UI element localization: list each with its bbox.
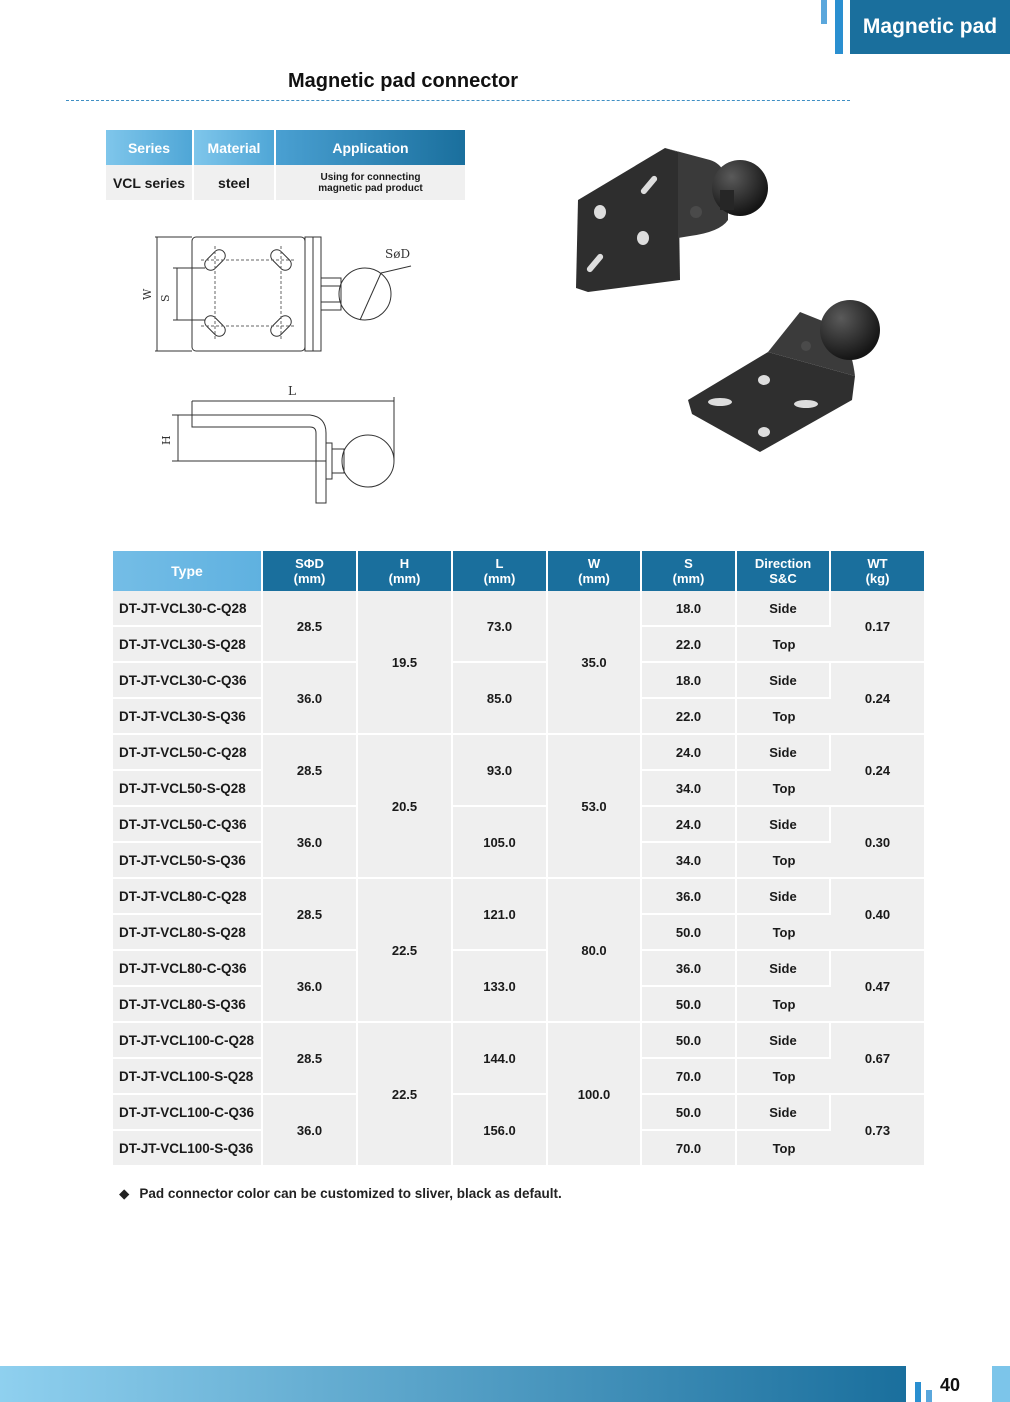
sd-cell: 36.0	[263, 807, 358, 879]
s-cell: 70.0	[642, 1131, 737, 1167]
header-unit: (mm)	[388, 571, 421, 586]
direction-cell: Side	[737, 735, 831, 771]
col-header-h	[358, 551, 453, 591]
section-tab: Magnetic pad	[850, 0, 1010, 54]
col-header-w	[548, 551, 642, 591]
l-dimension-label: L	[288, 384, 296, 398]
type-cell: DT-JT-VCL30-C-Q36	[113, 663, 263, 699]
s-cell: 22.0	[642, 627, 737, 663]
sd-cell: 36.0	[263, 663, 358, 735]
s-cell: 34.0	[642, 771, 737, 807]
application-header: Application	[275, 130, 465, 165]
table-row	[113, 735, 924, 771]
direction-cell: Top	[737, 843, 831, 879]
type-cell: DT-JT-VCL100-S-Q36	[113, 1131, 263, 1167]
direction-cell: Top	[737, 915, 831, 951]
s-cell: 70.0	[642, 1059, 737, 1095]
s-cell: 24.0	[642, 807, 737, 843]
s-cell: 36.0	[642, 951, 737, 987]
s-cell: 50.0	[642, 1023, 737, 1059]
header-accent-bar	[821, 0, 827, 24]
col-header-type: Type	[113, 551, 263, 591]
s-cell: 50.0	[642, 1095, 737, 1131]
header-line: H	[399, 556, 410, 571]
application-line: Using for connecting	[320, 171, 421, 183]
sd-dimension-label: SøD	[385, 247, 411, 261]
type-cell: DT-JT-VCL80-C-Q28	[113, 879, 263, 915]
w-dimension-label: W	[141, 288, 154, 300]
header-unit: (mm)	[578, 571, 610, 586]
direction-cell: Top	[737, 1059, 831, 1095]
w-cell: 80.0	[548, 879, 642, 1023]
type-cell: DT-JT-VCL80-S-Q36	[113, 987, 263, 1023]
header-unit: (mm)	[672, 571, 705, 586]
header-unit: (mm)	[483, 571, 516, 586]
header-line: S	[684, 556, 693, 571]
header-line: WT	[867, 556, 888, 571]
product-image-upright	[570, 140, 780, 300]
h-cell: 19.5	[358, 591, 453, 735]
type-cell: DT-JT-VCL30-S-Q28	[113, 627, 263, 663]
page-title: Magnetic pad connector	[288, 70, 519, 92]
series-info-table	[106, 130, 465, 200]
s-cell: 22.0	[642, 699, 737, 735]
header-unit: (kg)	[865, 571, 890, 586]
l-cell: 144.0	[453, 1023, 548, 1095]
type-cell: DT-JT-VCL50-S-Q28	[113, 771, 263, 807]
footer-accent-bar	[915, 1382, 921, 1402]
header-unit: S&C	[769, 571, 797, 586]
direction-cell: Top	[737, 699, 831, 735]
w-cell: 100.0	[548, 1023, 642, 1167]
col-header-direction	[737, 551, 831, 591]
h-cell: 20.5	[358, 735, 453, 879]
type-cell: DT-JT-VCL50-C-Q28	[113, 735, 263, 771]
l-cell: 73.0	[453, 591, 548, 663]
spec-header-row	[113, 551, 924, 591]
type-cell: DT-JT-VCL30-S-Q36	[113, 699, 263, 735]
s-cell: 24.0	[642, 735, 737, 771]
direction-cell: Side	[737, 1095, 831, 1131]
wt-cell: 0.47	[831, 951, 924, 1023]
s-cell: 50.0	[642, 915, 737, 951]
direction-cell: Top	[737, 1131, 831, 1167]
sd-cell: 28.5	[263, 735, 358, 807]
table-row	[113, 807, 924, 843]
type-cell: DT-JT-VCL30-C-Q28	[113, 591, 263, 627]
type-cell: DT-JT-VCL50-C-Q36	[113, 807, 263, 843]
direction-cell: Side	[737, 1023, 831, 1059]
side-view-drawing	[150, 383, 410, 508]
col-header-sd	[263, 551, 358, 591]
direction-cell: Top	[737, 771, 831, 807]
direction-cell: Top	[737, 987, 831, 1023]
wt-cell: 0.24	[831, 663, 924, 735]
table-row	[113, 879, 924, 915]
l-cell: 93.0	[453, 735, 548, 807]
footnote	[119, 1186, 562, 1202]
sd-cell: 36.0	[263, 951, 358, 1023]
material-header: Material	[193, 130, 275, 165]
h-dimension-label: H	[160, 435, 173, 445]
col-header-wt	[831, 551, 924, 591]
type-cell: DT-JT-VCL100-C-Q36	[113, 1095, 263, 1131]
wt-cell: 0.24	[831, 735, 924, 807]
application-line: magnetic pad product	[318, 182, 423, 194]
direction-cell: Side	[737, 879, 831, 915]
title-divider	[66, 100, 850, 101]
s-cell: 50.0	[642, 987, 737, 1023]
table-row	[113, 663, 924, 699]
table-row	[113, 591, 924, 627]
s-cell: 36.0	[642, 879, 737, 915]
sd-cell: 28.5	[263, 879, 358, 951]
col-header-s	[642, 551, 737, 591]
s-cell: 18.0	[642, 663, 737, 699]
l-cell: 156.0	[453, 1095, 548, 1167]
l-cell: 105.0	[453, 807, 548, 879]
diamond-bullet-icon: ◆	[119, 1186, 130, 1201]
footer-accent-bar	[992, 1366, 1010, 1402]
table-row	[113, 1095, 924, 1131]
type-cell: DT-JT-VCL80-C-Q36	[113, 951, 263, 987]
type-cell: DT-JT-VCL100-C-Q28	[113, 1023, 263, 1059]
header-line: SΦD	[295, 556, 324, 571]
direction-cell: Top	[737, 627, 831, 663]
top-view-drawing	[135, 228, 425, 363]
l-cell: 133.0	[453, 951, 548, 1023]
table-row	[113, 951, 924, 987]
series-value: VCL series	[106, 165, 193, 200]
type-cell: DT-JT-VCL100-S-Q28	[113, 1059, 263, 1095]
page-number: 40	[940, 1375, 961, 1395]
wt-cell: 0.67	[831, 1023, 924, 1095]
sd-cell: 28.5	[263, 591, 358, 663]
col-header-l	[453, 551, 548, 591]
header-line: L	[495, 556, 504, 571]
header-accent-bar	[835, 0, 843, 54]
product-image-flat	[680, 290, 890, 465]
footnote-text: Pad connector color can be customized to sliver, black as default.	[139, 1186, 562, 1201]
h-cell: 22.5	[358, 879, 453, 1023]
l-cell: 121.0	[453, 879, 548, 951]
wt-cell: 0.40	[831, 879, 924, 951]
s-dimension-label: S	[159, 294, 172, 302]
header-line: W	[587, 556, 601, 571]
direction-cell: Side	[737, 591, 831, 627]
type-cell: DT-JT-VCL50-S-Q36	[113, 843, 263, 879]
application-value	[275, 165, 465, 200]
type-cell: DT-JT-VCL80-S-Q28	[113, 915, 263, 951]
l-cell: 85.0	[453, 663, 548, 735]
sd-cell: 28.5	[263, 1023, 358, 1095]
wt-cell: 0.30	[831, 807, 924, 879]
direction-cell: Side	[737, 807, 831, 843]
spec-table	[113, 551, 924, 1167]
footer-accent-bar	[926, 1390, 932, 1402]
direction-cell: Side	[737, 663, 831, 699]
s-cell: 18.0	[642, 591, 737, 627]
wt-cell: 0.73	[831, 1095, 924, 1167]
header-unit: (mm)	[293, 571, 326, 586]
table-row	[113, 1023, 924, 1059]
material-value: steel	[193, 165, 275, 200]
header-line: Direction	[754, 556, 812, 571]
w-cell: 53.0	[548, 735, 642, 879]
footer-bar	[0, 1366, 906, 1402]
direction-cell: Side	[737, 951, 831, 987]
sd-cell: 36.0	[263, 1095, 358, 1167]
w-cell: 35.0	[548, 591, 642, 735]
wt-cell: 0.17	[831, 591, 924, 663]
series-header: Series	[106, 130, 193, 165]
s-cell: 34.0	[642, 843, 737, 879]
h-cell: 22.5	[358, 1023, 453, 1167]
